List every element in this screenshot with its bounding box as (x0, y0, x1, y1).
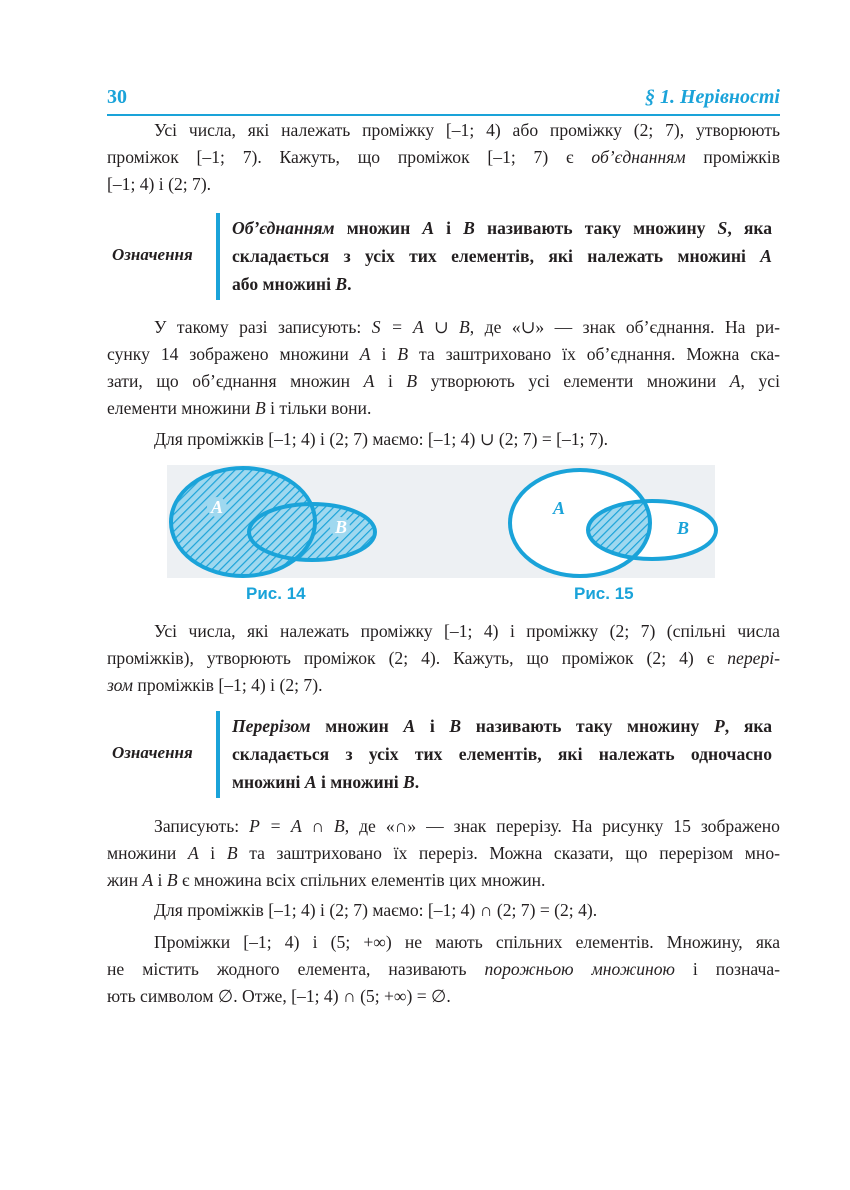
term-intersection: перері- (727, 648, 780, 668)
text-line: складається з усіх тих елементів, які належать одночасно (232, 744, 772, 764)
text-line: У такому разі записують: S = A ∪ B, де «∪» — знак об’єднання. На ри- (154, 317, 781, 337)
figure-15-caption: Рис. 15 (574, 584, 634, 603)
set-a-label: A (552, 498, 566, 518)
term-union-def: Об’єднанням (232, 218, 335, 238)
text-line: Записують: P = A ∩ B, де «∩» — знак перерізу. На рисунку 15 зображено (154, 816, 780, 836)
term-empty-set: порожньою множиною (484, 959, 675, 979)
set-a-label: A (210, 497, 224, 517)
text-line: складається з усіх тих елементів, які належать множині A (232, 246, 772, 266)
text-line: проміжків), утворюють проміжок (2; 4). Кажуть, що проміжок (2; 4) є перері- (107, 648, 780, 668)
set-b-label: B (334, 517, 348, 537)
paragraph-empty-set (107, 929, 780, 1010)
text-line: елементи множини B і тільки вони. (107, 398, 372, 418)
set-b-label: B (676, 518, 690, 538)
text-line: не містить жодного елемента, називають порожньою множиною і познача- (107, 959, 781, 979)
figure-14-caption: Рис. 14 (246, 584, 306, 603)
page-number: 30 (107, 86, 127, 108)
figure-15 (510, 470, 716, 576)
definition-label: Означення (112, 743, 193, 762)
paragraph-intersection-example (107, 897, 780, 924)
text-line: [–1; 4) і (2; 7). (107, 174, 212, 194)
text-line: зати, що об’єднання множин A і B утворюють усі елементи множини A, усі (107, 371, 780, 391)
text-line: Усі числа, які належать проміжку [–1; 4) і проміжку (2; 7) (спільні числа (154, 621, 780, 641)
definition-label: Означення (112, 245, 193, 264)
figure-14 (171, 468, 375, 576)
text-line: або множині B. (232, 274, 352, 294)
text-line: множини A і B та заштриховано їх переріз. Можна сказати, що перерізом мно- (107, 843, 781, 863)
text-line: жин A і B є множина всіх спільних елементів цих множин. (107, 870, 546, 890)
formula-intersection: P = A ∩ B (249, 816, 345, 836)
paragraph-intersection-notation (107, 813, 780, 894)
text-line: Для проміжків [–1; 4) і (2; 7) маємо: [–1; 4) ∩ (2; 7) = (2; 4). (154, 900, 598, 920)
text-line: Перерізом множин A і B називають таку множину P, яка (232, 716, 773, 736)
text-line: проміжок [–1; 7). Кажуть, що проміжок [–1; 7) є об’єднанням проміжків (107, 147, 781, 167)
term-intersection-def: Перерізом (232, 716, 311, 736)
text-line: множині A і множині B. (232, 772, 420, 792)
formula-union: S = A ∪ B (371, 317, 470, 337)
text-line: Для проміжків [–1; 4) і (2; 7) маємо: [–1; 4) ∪ (2; 7) = [–1; 7). (154, 429, 608, 449)
definition-bar (216, 711, 220, 798)
definition-intersection (232, 712, 772, 796)
section-title: § 1. Нерівності (644, 86, 780, 108)
text-line: зом проміжків [–1; 4) і (2; 7). (107, 675, 323, 695)
text-line: Проміжки [–1; 4) і (5; +∞) не мають спільних елементів. Множину, яка (154, 932, 780, 952)
text-line: сунку 14 зображено множини A і B та заштриховано їх об’єднання. Можна ска- (107, 344, 781, 364)
paragraph-intersection-intro (107, 618, 780, 699)
term-union: об’єднанням (591, 147, 686, 167)
text-line: ють символом ∅. Отже, [–1; 4) ∩ (5; +∞) = ∅. (107, 986, 451, 1006)
text-line: Об’єднанням множин A і B називають таку множину S, яка (232, 218, 773, 238)
text-line: Усі числа, які належать проміжку [–1; 4) або проміжку (2; 7), утворюють (154, 120, 780, 140)
